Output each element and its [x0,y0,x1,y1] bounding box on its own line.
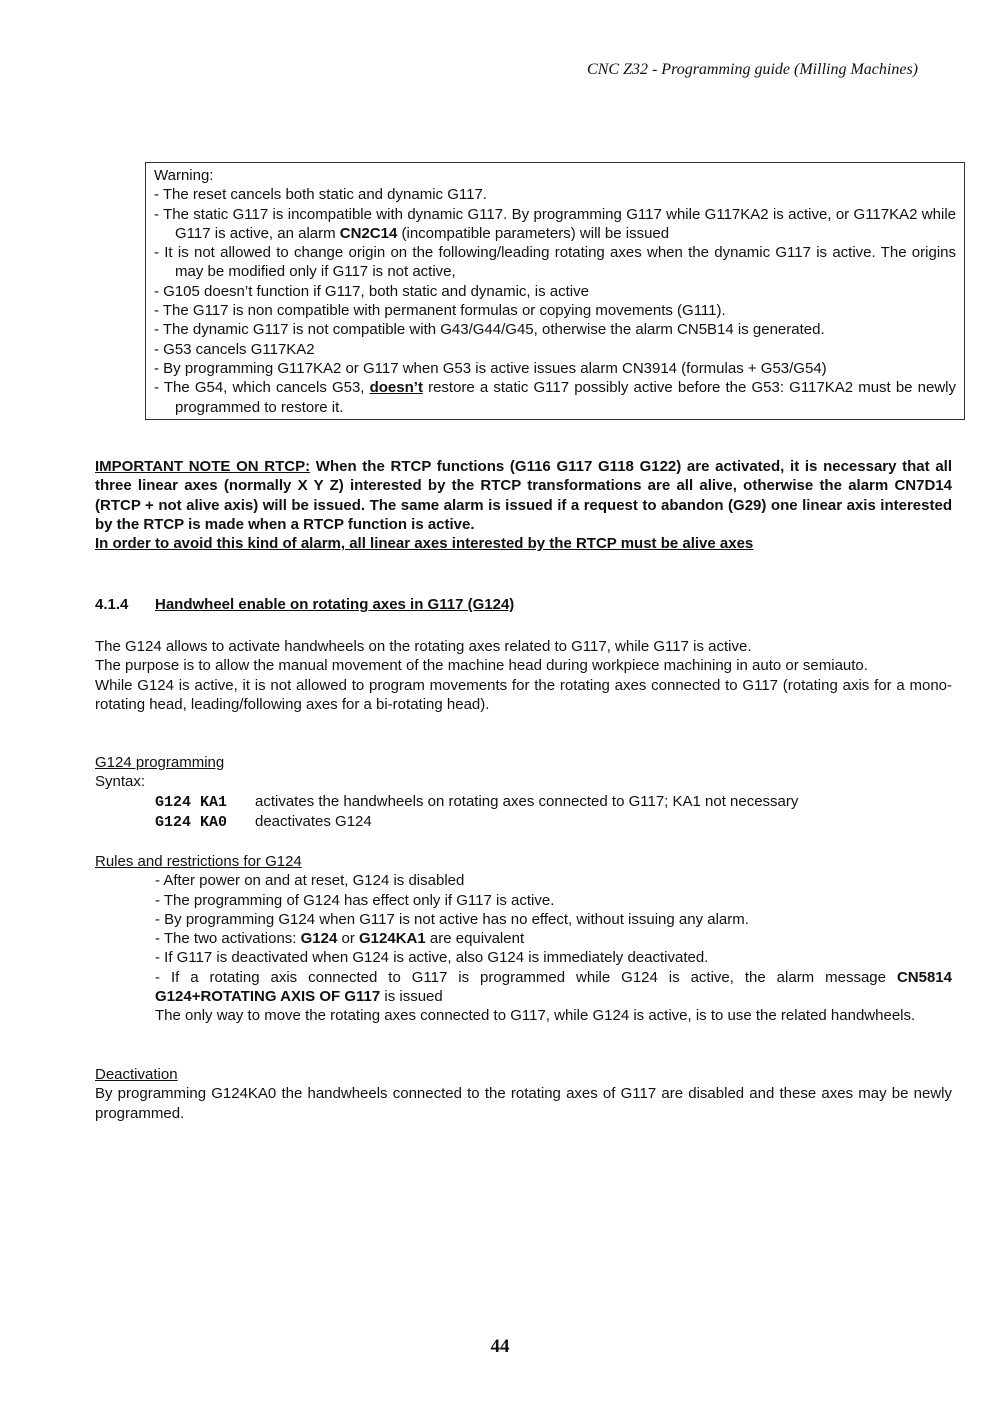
important-underlined: In order to avoid this kind of alarm, all linear axes interested by the RTCP must be alive axes [95,535,754,553]
important-text: When the RTCP functions (G116 G117 G118 G122) are activated, it is necessary that all three linear axes (normally X Y Z) interested by the RTCP transformations are all alive, otherwise the alarm CN7D14 (RTCP + not alive axis) will be issued. The same alarm is issued if a request to abandon (G29) one linear axis interested by the RTCP is made when a RTCP function is active. [95,458,953,533]
programming-title: G124 programming [95,754,225,771]
warning-item: - G53 cancels G117KA2 [154,340,315,358]
rule-item: - After power on and at reset, G124 is disabled [155,872,465,890]
rule-item: The only way to move the rotating axes connected to G117, while G124 is active, is to use the related handwheels. [155,1007,916,1025]
section-number: 4.1.4 [95,596,129,613]
rule-item: - The programming of G124 has effect only if G117 is active. [155,891,555,909]
warning-box [145,162,965,420]
rules-title: Rules and restrictions for G124 [95,853,302,870]
syntax-desc: activates the handwheels on rotating axes connected to G117; KA1 not necessary [255,792,799,810]
rules-list [95,871,952,1025]
warning-item: - The reset cancels both static and dynamic G117. [154,186,487,204]
deactivation-title: Deactivation [95,1066,178,1083]
deactivation-block [95,1065,952,1123]
rule-item: - If G117 is deactivated when G124 is active, also G124 is immediately deactivated. [155,949,709,967]
warning-item: - The static G117 is incompatible with dynamic G117. By programming G117 while G117KA2 is active, or G117KA2 while G117 is active, an alarm CN2C14 (incompatible parameters) will be issued [154,205,956,242]
warning-item: - It is not allowed to change origin on the following/leading rotating axes when the dynamic G117 is active. The origins may be modified only if G117 is not active, [154,244,956,281]
important-note [95,457,952,553]
programming-block [95,753,952,832]
syntax-desc: deactivates G124 [255,812,372,830]
warning-item: - The dynamic G117 is not compatible with G43/G44/G45, otherwise the alarm CN5B14 is generated. [154,321,825,339]
syntax-code: G124 KA1 [155,793,228,811]
rule-item: - By programming G124 when G117 is not active has no effect, without issuing any alarm. [155,910,749,928]
rules-block [95,852,952,1026]
syntax-row [95,792,952,812]
warning-item: - G105 doesn’t function if G117, both static and dynamic, is active [154,282,589,300]
page-number: 44 [490,1336,510,1357]
syntax-label: Syntax: [95,773,146,791]
important-label: IMPORTANT NOTE ON RTCP: [95,458,311,475]
page-header: CNC Z32 - Programming guide (Milling Machines) [587,61,918,78]
paragraph: The G124 allows to activate handwheels on the rotating axes related to G117, while G117 is active. [95,638,752,655]
warning-item: - By programming G117KA2 or G117 when G53 is active issues alarm CN3914 (formulas + G53/G54) [154,359,827,377]
section-heading [95,595,952,614]
section-body [95,637,952,714]
rule-item: - If a rotating axis connected to G117 is programmed while G124 is active, the alarm message CN5814 G124+ROTATING AXIS OF G117 is issued [155,968,952,1006]
warning-title: Warning: [154,167,214,184]
syntax-row [95,812,952,832]
paragraph: While G124 is active, it is not allowed to program movements for the rotating axes connected to G117 (rotating axis for a mono-rotating head, leading/following axes for a bi-rotating head). [95,676,952,713]
paragraph: The purpose is to allow the manual movement of the machine head during workpiece machining in auto or semiauto. [95,657,868,675]
warning-item: - The G54, which cancels G53, doesn’t restore a static G117 possibly active before the G53: G117KA2 must be newly programmed to restore it. [154,379,957,416]
syntax-code: G124 KA0 [155,813,228,831]
warning-item: - The G117 is non compatible with permanent formulas or copying movements (G111). [154,302,726,320]
rule-item: - The two activations: G124 or G124KA1 are equivalent [155,930,525,948]
section-title: Handwheel enable on rotating axes in G117 (G124) [155,596,515,613]
deactivation-text: By programming G124KA0 the handwheels connected to the rotating axes of G117 are disabled and these axes may be newly programmed. [95,1085,952,1122]
